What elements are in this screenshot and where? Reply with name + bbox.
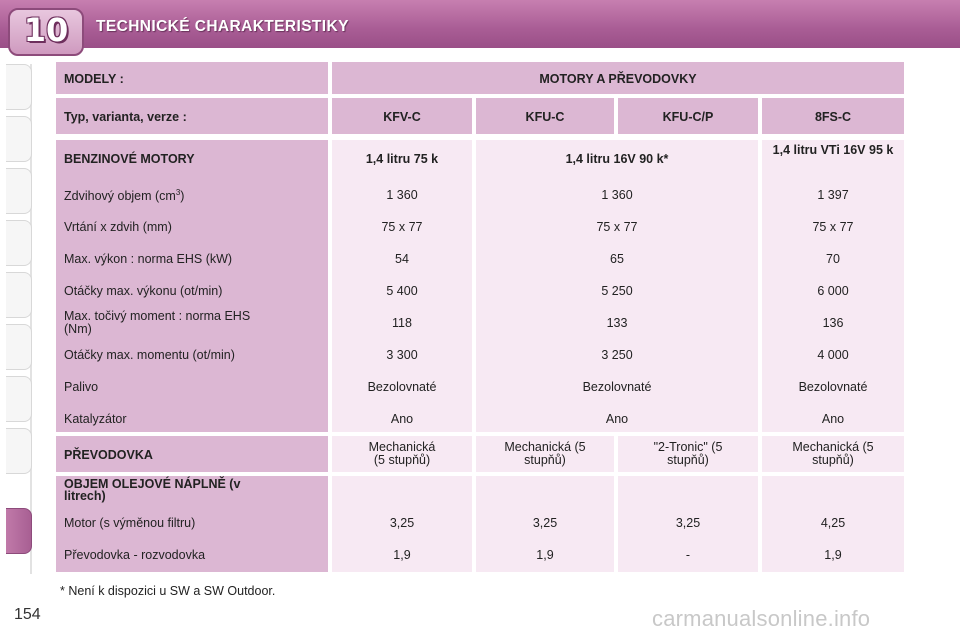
oil-value: 1,9 — [393, 548, 411, 562]
spec-value: 5 400 — [386, 284, 418, 298]
oil-value: 3,25 — [389, 516, 415, 530]
spec-value: Ano — [390, 412, 414, 426]
gearbox-value: Mechanická (5 stupňů) — [368, 440, 436, 467]
gearbox-label: PŘEVODOVKA — [64, 448, 153, 462]
spec-label-max-power: Max. výkon : norma EHS (kW) — [64, 252, 233, 266]
side-tab-8[interactable] — [6, 428, 32, 474]
type-cell-2 — [476, 98, 614, 134]
gearbox-value: Mechanická (5 stupňů) — [792, 440, 874, 467]
gearbox-cell-3 — [618, 436, 758, 472]
type-label-cell — [56, 98, 328, 134]
side-tab-5[interactable] — [6, 272, 32, 318]
footnote: * Není k dispozici u SW a SW Outdoor. — [60, 584, 276, 598]
spec-value: 6 000 — [817, 284, 849, 298]
models-label: MODELY : — [64, 72, 124, 86]
type-kfu-c-p: KFU-C/P — [662, 110, 714, 124]
specs-table — [56, 62, 904, 572]
spec-value: 3 250 — [601, 348, 633, 362]
petrol-engines-label: BENZINOVÉ MOTORY — [64, 152, 195, 166]
spec-value: 75 x 77 — [596, 220, 638, 234]
spec-label-bore-stroke: Vrtání x zdvih (mm) — [64, 220, 172, 234]
watermark: carmanualsonline.info — [652, 606, 871, 631]
spec-value: Bezolovnaté — [582, 380, 652, 394]
spec-value: 133 — [606, 316, 628, 330]
models-header-cell — [56, 62, 328, 94]
oil-row-engine-label: Motor (s výměnou filtru) — [64, 516, 196, 530]
spec-value: 1 397 — [817, 188, 849, 202]
oil-value: 1,9 — [536, 548, 554, 562]
spec-value: Bezolovnaté — [798, 380, 868, 394]
type-8fs-c: 8FS-C — [814, 110, 852, 124]
type-label: Typ, varianta, verze : — [64, 110, 187, 124]
oil-value: 4,25 — [820, 516, 846, 530]
type-cell-4 — [762, 98, 904, 134]
page-number: 154 — [14, 606, 41, 623]
type-cell-1 — [332, 98, 472, 134]
spec-value: 3 300 — [386, 348, 418, 362]
spec-value: 75 x 77 — [812, 220, 854, 234]
gearbox-label-cell — [56, 436, 328, 472]
type-kfu-c: KFU-C — [525, 110, 565, 124]
spec-value: 65 — [610, 252, 624, 266]
spec-value: 54 — [395, 252, 409, 266]
oil-value: - — [685, 548, 691, 562]
oil-row-gearbox-label: Převodovka - rozvodovka — [64, 548, 206, 562]
page-title: TECHNICKÉ CHARAKTERISTIKY — [96, 18, 349, 35]
spec-value: 1 360 — [601, 188, 633, 202]
gearbox-cell-4 — [762, 436, 904, 472]
spec-label-fuel: Palivo — [64, 380, 99, 394]
chapter-side-tabs — [0, 64, 34, 574]
gearbox-value: "2-Tronic" (5 stupňů) — [653, 440, 723, 467]
side-tab-6[interactable] — [6, 324, 32, 370]
spec-label-torque-rpm: Otáčky max. momentu (ot/min) — [64, 348, 235, 362]
spec-value: 1 360 — [386, 188, 418, 202]
spec-value: Bezolovnaté — [367, 380, 437, 394]
chapter-number: 10 — [23, 11, 69, 49]
engines-header: MOTORY A PŘEVODOVKY — [539, 72, 697, 86]
gearbox-value: Mechanická (5 stupňů) — [504, 440, 586, 467]
spec-label-displacement: Zdvihový objem $(cm^3)$ — [64, 188, 185, 204]
spec-value: Ano — [821, 412, 845, 426]
spec-label-power-rpm: Otáčky max. výkonu (ot/min) — [64, 284, 223, 298]
spec-label-max-torque: Max. točivý moment : norma EHS (Nm) — [64, 309, 251, 336]
type-kfv-c: KFV-C — [383, 110, 421, 124]
spec-value: 5 250 — [601, 284, 633, 298]
spec-value: 70 — [826, 252, 840, 266]
side-tab-2[interactable] — [6, 116, 32, 162]
gearbox-cell-2 — [476, 436, 614, 472]
spec-value: 118 — [392, 316, 412, 330]
spec-value: Ano — [605, 412, 629, 426]
oil-value: 1,9 — [824, 548, 842, 562]
oil-value: 3,25 — [675, 516, 701, 530]
side-tab-4[interactable] — [6, 220, 32, 266]
gearbox-cell-1 — [332, 436, 472, 472]
side-tab-7[interactable] — [6, 376, 32, 422]
spec-value: 136 — [822, 316, 844, 330]
engine-95k: 1,4 litru VTi 16V 95 k — [772, 143, 894, 157]
side-tab-1[interactable] — [6, 64, 32, 110]
engines-header-cell — [332, 62, 904, 94]
oil-value: 3,25 — [532, 516, 558, 530]
engine-75k: 1,4 litru 75 k — [365, 152, 439, 166]
type-cell-3 — [618, 98, 758, 134]
spec-value: 75 x 77 — [381, 220, 423, 234]
engine-90k: 1,4 litru 16V 90 k* — [565, 152, 669, 166]
side-tab-3[interactable] — [6, 168, 32, 214]
side-tab-10-active[interactable] — [6, 508, 32, 554]
spec-value: 4 000 — [817, 348, 849, 362]
oil-capacity-label: OBJEM OLEJOVÉ NÁPLNĚ (v litrech) — [64, 477, 241, 503]
spec-label-catalyst: Katalyzátor — [64, 412, 127, 426]
